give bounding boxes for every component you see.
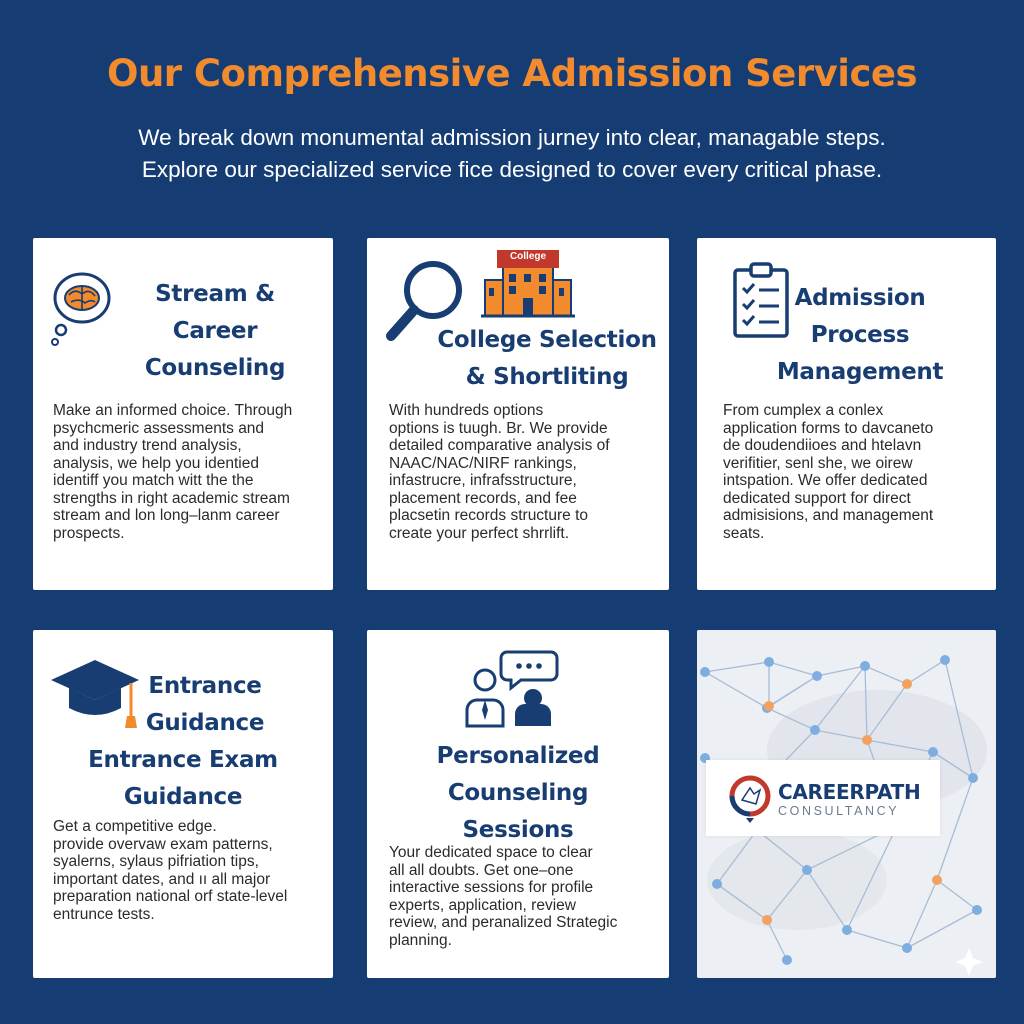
card-title-line: Entrance <box>148 673 262 699</box>
card-body-line: important dates, and ıı all major <box>53 870 271 888</box>
logo-subtitle: CONSULTANCY <box>778 804 900 818</box>
card-title-line: Process <box>810 322 910 348</box>
logo-name: CAREERPATH <box>778 780 921 804</box>
card-body-line: de doudendiioes and htelavn <box>723 437 922 454</box>
card-body-line: application forms to davcaneto <box>723 419 934 437</box>
college-sign-label: College <box>509 251 547 262</box>
card-body-line: interactive sessions for profile <box>389 879 594 896</box>
card-body-line: experts, application, review <box>389 896 576 914</box>
card-body-line: placsetin records structure to <box>389 507 589 524</box>
card-body-line: Your dedicated space to clear <box>389 844 593 861</box>
card-title-entrance <box>33 668 333 816</box>
card-title-line: Stream & <box>155 281 275 307</box>
card-body-line: placement records, and fee <box>389 489 577 507</box>
service-card-personalized-counseling <box>367 630 669 978</box>
card-body-line: Get a competitive edge. <box>53 818 217 835</box>
card-body-line: admisisions, and management <box>723 507 934 524</box>
card-body-line: provide overvaw exam patterns, <box>53 835 273 853</box>
card-body-line: and industry trend analysis, <box>53 437 242 454</box>
card-body-line: seats. <box>723 524 765 542</box>
page-subtitle <box>0 122 1024 186</box>
card-body-line: preparation national orf state-level <box>53 888 288 905</box>
card-body-line: prospects. <box>53 524 125 542</box>
card-body-line: options is tuugh. Br. We provide <box>389 419 608 437</box>
brain-thought-bubble-icon <box>49 270 111 350</box>
counselor-chat-icon <box>463 646 559 730</box>
card-body-line: syalerns, sylaus pifriation tips, <box>53 853 259 870</box>
card-title-personalized <box>367 738 669 849</box>
card-body-line: analysis, we help you identied <box>53 454 259 472</box>
page-title: Our Comprehensive Admission Services <box>106 52 918 95</box>
card-title-line: Personalized Counseling <box>436 743 600 806</box>
card-title-line: Admission <box>794 285 926 311</box>
card-title-line: Guidance <box>145 710 265 736</box>
subtitle-line-1: We break down monumental admission jurney into clear, managable steps. <box>138 125 886 150</box>
card-title-line: & Shortliting <box>465 364 629 390</box>
card-title-stream <box>105 276 325 387</box>
careerpath-emblem-icon <box>726 774 774 824</box>
card-title-line: Career Counseling <box>144 318 286 381</box>
subtitle-line-2: Explore our specialized service fice designed to cover every critical phase. <box>141 157 883 182</box>
card-body-line: entrunce tests. <box>53 905 155 923</box>
card-body-line: From cumplex a conlex <box>723 402 884 419</box>
card-title-line: Management <box>776 359 944 385</box>
card-body-line: create your perfect shrrlift. <box>389 524 570 542</box>
card-body-line: intspation. We offer dedicated <box>723 472 928 489</box>
card-body-line: infastrucre, infrafsstructure, <box>389 472 577 489</box>
card-body-line: strengths in right academic stream <box>53 489 290 507</box>
card-body-line: planning. <box>389 931 452 949</box>
card-body-personalized <box>389 844 665 949</box>
card-body-line: psychcmeric assessments and <box>53 419 265 437</box>
card-body-line: Make an informed choice. Through <box>53 402 293 419</box>
card-body-stream <box>53 402 325 542</box>
card-body-line: NAAC/NAC/NIRF rankings, <box>389 454 577 472</box>
card-body-line: all all doubts. Get one–one <box>389 861 574 879</box>
careerpath-logo <box>706 760 940 836</box>
card-title-line: Sessions <box>462 817 574 843</box>
service-card-admission-process <box>697 238 996 590</box>
card-title-line: Entrance Exam Guidance <box>88 747 278 810</box>
card-title-line: College Selection <box>437 327 657 353</box>
service-card-college-selection <box>367 238 669 590</box>
card-body-line: identiff you match witt the the <box>53 472 254 489</box>
card-body-line: detailed comparative analysis of <box>389 437 610 454</box>
card-body-line: stream and lon long–lanm career <box>53 507 280 524</box>
card-title-admission <box>767 280 953 391</box>
card-body-line: verifitier, senl she, we oirew <box>723 454 913 472</box>
card-body-line: dedicated support for direct <box>723 489 911 507</box>
card-body-admission <box>723 402 993 542</box>
card-title-college <box>427 322 667 396</box>
card-body-college <box>389 402 665 542</box>
card-body-line: review, and peranalized Strategic <box>389 914 618 931</box>
service-card-stream-counseling <box>33 238 333 590</box>
card-body-entrance <box>53 818 329 923</box>
service-card-entrance-guidance <box>33 630 333 978</box>
card-body-line: With hundreds options <box>389 402 544 419</box>
